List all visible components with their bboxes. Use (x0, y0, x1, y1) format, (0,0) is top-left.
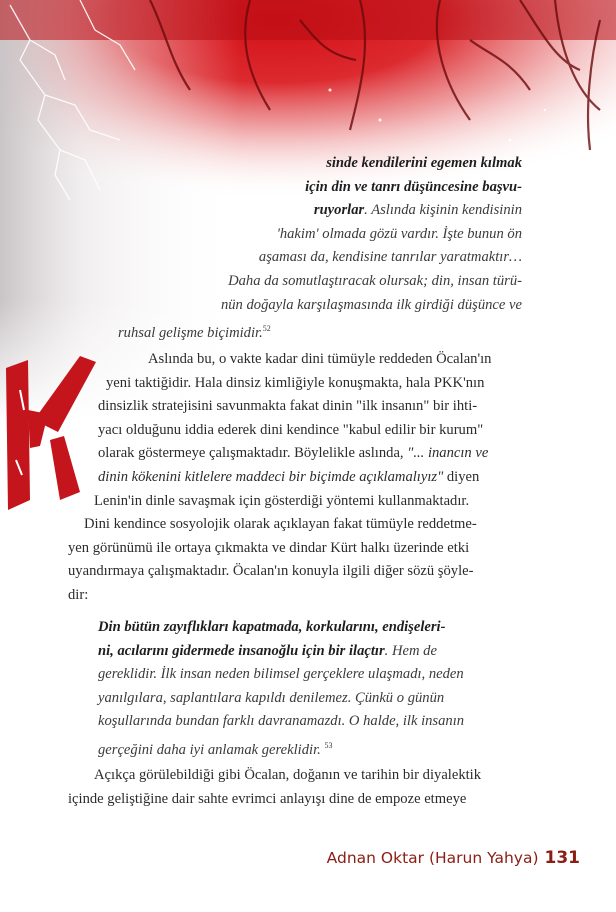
quote1-line (118, 176, 522, 200)
body-line: yen görünümü ile ortaya çıkmakta ve dindar Kürt halkı üzerinde etki (68, 539, 470, 556)
quote2-line (98, 710, 522, 734)
quote2-text: gerçeğini daha iyi anlamak gereklidir. (98, 741, 321, 758)
body-text: olarak göstermeye çalışmaktadır. Böylelikle aslında, (98, 445, 404, 462)
body-line: yacı olduğunu iddia ederek dini kendince "kabul edilir bir kurum" (98, 421, 484, 438)
quote1-bold-text: ruyorlar (313, 202, 365, 219)
quote1-text: 'hakim' olmada gözü vardır. İşte bunun ön (276, 225, 522, 242)
quote1-text: nün doğayla karşılaşmasında ilk girdiği düşünce ve (220, 296, 522, 313)
quote1-bold-text: sinde kendilerini egemen kılmak (326, 155, 522, 171)
quote2-text: yanılgılara, saplantılara kapıldı denilemez. Çünkü o günün (98, 689, 445, 706)
body-line: uyandırmaya çalışmaktadır. Öcalan'ın konuyla ilgili diğer sözü şöyle- (68, 563, 474, 580)
quote2-bold-text: Din bütün zayıflıkları kapatmada, korkularını, endişeleri- (98, 619, 446, 635)
quote1-line (118, 223, 522, 247)
quote1-line (118, 199, 522, 223)
quote2-text: koşullarında bundan farklı davranamazdı. O halde, ilk insanın (98, 713, 465, 730)
quote2-line (98, 640, 522, 664)
body-paragraph-2 (68, 764, 542, 811)
body-paragraph-1 (68, 348, 542, 608)
page-footer (320, 848, 580, 868)
quote-block-1 (118, 152, 522, 346)
footnote-marker: 53 (324, 740, 333, 750)
footer-author: Adnan Oktar (Harun Yahya) (326, 849, 539, 867)
body-text: diyen (446, 468, 480, 485)
quote1-text: . Aslında kişinin kendisinin (364, 202, 522, 219)
quote1-text: aşaması da, kendisine tanrılar yaratmaktır… (258, 249, 522, 266)
body-line: dinsizlik stratejisini savunmakta fakat dinin "ilk insanın" bir ihti- (98, 398, 478, 415)
quote2-line (98, 663, 522, 687)
quote1-text: ruhsal gelişme biçimidir. (118, 325, 263, 342)
quote2-text: . Hem de (384, 642, 437, 659)
quote1-text: Daha da somutlaştıracak olursak; din, insan türü- (228, 272, 522, 289)
body-line (68, 466, 542, 490)
body-line: yeni taktiğidir. Hala dinsiz kimliğiyle konuşmakta, hala PKK'nın (106, 374, 485, 391)
quote2-bold-text: ni, acılarını gidermede insanoğlu için bir ilaçtır (98, 642, 385, 659)
quote2-text: gereklidir. İlk insan neden bilimsel gerçeklere ulaşmadı, neden (98, 666, 464, 683)
quote1-line (118, 317, 522, 345)
body-line: içinde geliştiğine dair sahte evrimci anlayışı dine de empoze etmeye (68, 790, 467, 807)
quote2-line (98, 734, 522, 762)
body-line: Aslında bu, o vakte kadar dini tümüyle reddeden Öcalan'ın (148, 351, 492, 367)
dropcap-k-decoration (0, 350, 100, 510)
quote1-line (118, 270, 522, 294)
quote1-line (118, 246, 522, 270)
inline-quote: dinin kökenini kitlelere maddeci bir biçimde açıklamalıyız" (98, 468, 444, 485)
body-line: Açıkça görülebildiği gibi Öcalan, doğanın ve tarihin bir diyalektik (94, 767, 482, 783)
inline-quote: "... inancın ve (407, 445, 489, 462)
quote2-line (98, 616, 522, 640)
quote2-line (98, 687, 522, 711)
footnote-marker: 52 (262, 324, 271, 334)
page-number: 131 (544, 848, 580, 868)
body-line (68, 442, 542, 466)
body-line: Dini kendince sosyolojik olarak açıklayan fakat tümüyle reddetme- (84, 516, 477, 533)
quote1-bold-text: için din ve tanrı düşüncesine başvu- (305, 178, 522, 195)
quote-block-2 (98, 616, 522, 762)
body-line: dir: (68, 586, 89, 603)
quote1-line (118, 152, 522, 176)
body-line: Lenin'in dinle savaşmak için gösterdiği yöntemi kullanmaktadır. (94, 492, 470, 509)
quote1-line (118, 294, 522, 318)
